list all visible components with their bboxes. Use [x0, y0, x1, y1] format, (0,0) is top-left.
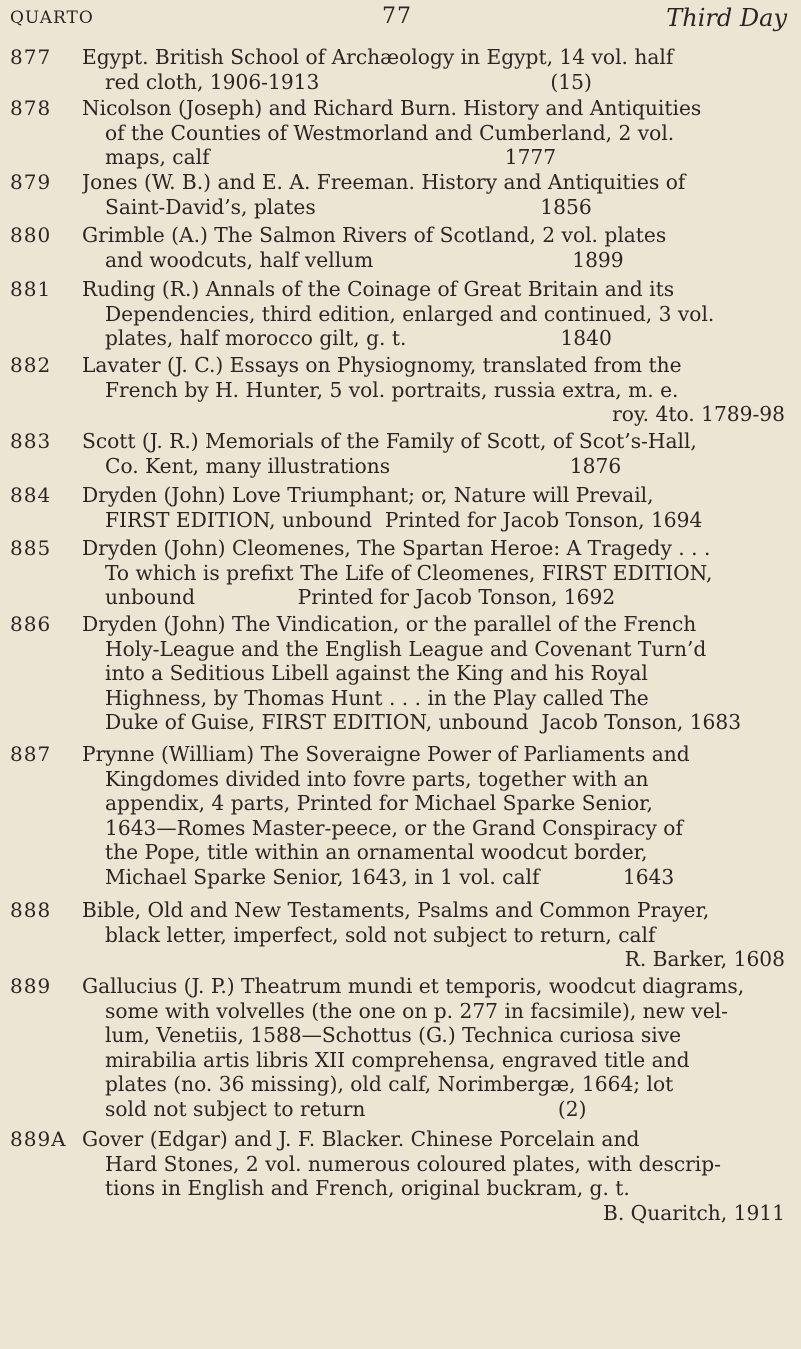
lot-number: 879: [10, 170, 52, 194]
lot-text-line: Scott (J. R.) Memorials of the Family of Scott, of Scot’s-Hall,: [82, 429, 697, 453]
lot-text-line: Jones (W. B.) and E. A. Freeman. History and Antiquities of: [82, 170, 686, 194]
lot-text-line: To which is prefixt The Life of Cleomenes, FIRST EDITION,: [105, 560, 713, 585]
lot-text-line: Bible, Old and New Testaments, Psalms and Common Prayer,: [82, 898, 710, 922]
page-number: 77: [382, 4, 412, 29]
sale-day: Third Day: [666, 4, 787, 32]
lot-text-line: appendix, 4 parts, Printed for Michael Sparke Senior,: [105, 791, 653, 816]
section-label: QUARTO: [10, 8, 94, 28]
lot-number: 877: [10, 45, 52, 69]
lot-text-line: Gover (Edgar) and J. F. Blacker. Chinese Porcelain and: [82, 1127, 640, 1151]
lot-text-line: Ruding (R.) Annals of the Coinage of Great Britain and its: [82, 277, 675, 301]
lot-text-line: red cloth, 1906-1913 (15): [105, 69, 592, 94]
lot-number: 886: [10, 612, 52, 636]
lot-text-line: unbound Printed for Jacob Tonson, 1692: [105, 585, 616, 610]
lot-text-line: of the Counties of Westmorland and Cumberland, 2 vol.: [105, 120, 675, 145]
lot-text-line: some with volvelles (the one on p. 277 in facsimile), new vel-: [105, 998, 728, 1023]
lot-text-line: Duke of Guise, FIRST EDITION, unbound Jacob Tonson, 1683: [105, 710, 742, 735]
lot-text-line: French by H. Hunter, 5 vol. portraits, russia extra, m. e.: [105, 377, 679, 402]
lot-number: 885: [10, 536, 52, 560]
lot-text-line: black letter, imperfect, sold not subject to return, calf: [105, 922, 656, 947]
lot-text-line: Saint-David’s, plates 1856: [105, 194, 592, 219]
lot-text-line: sold not subject to return (2): [105, 1096, 587, 1121]
lot-text-line: and woodcuts, half vellum 1899: [105, 247, 624, 272]
lot-text-line: plates (no. 36 missing), old calf, Norimbergæ, 1664; lot: [105, 1072, 674, 1097]
lot-text-line: Gallucius (J. P.) Theatrum mundi et temporis, woodcut diagrams,: [82, 974, 745, 998]
lot-text-line: into a Seditious Libell against the King and his Royal: [105, 661, 648, 686]
lot-text-line: FIRST EDITION, unbound Printed for Jacob Tonson, 1694: [105, 507, 703, 532]
lot-text-line: Lavater (J. C.) Essays on Physiognomy, translated from the: [82, 353, 682, 377]
lot-text-line: Kingdomes divided into fovre parts, together with an: [105, 766, 649, 791]
lot-number: 889A: [10, 1127, 67, 1151]
lot-text-line: tions in English and French, original buckram, g. t.: [105, 1176, 630, 1201]
lot-text-line: B. Quaritch, 1911: [603, 1200, 785, 1225]
lot-text-line: Prynne (William) The Soveraigne Power of Parliaments and: [82, 742, 690, 766]
lot-number: 881: [10, 277, 52, 301]
lot-text-line: Holy-League and the English League and Covenant Turn’d: [105, 636, 707, 661]
lot-number: 884: [10, 483, 52, 507]
lot-text-line: the Pope, title within an ornamental woodcut border,: [105, 840, 648, 865]
lot-text-line: Dryden (John) Love Triumphant; or, Nature will Prevail,: [82, 483, 654, 507]
lot-text-line: Co. Kent, many illustrations 1876: [105, 453, 622, 478]
lot-number: 889: [10, 974, 52, 998]
lot-text-line: Grimble (A.) The Salmon Rivers of Scotland, 2 vol. plates: [82, 223, 667, 247]
lot-text-line: roy. 4to. 1789-98: [612, 402, 785, 427]
lot-text-line: mirabilia artis libris XII comprehensa, engraved title and: [105, 1047, 690, 1072]
lot-number: 880: [10, 223, 52, 247]
lot-number: 883: [10, 429, 52, 453]
lot-text-line: Michael Sparke Senior, 1643, in 1 vol. calf 1643: [105, 864, 675, 889]
lot-text-line: Highness, by Thomas Hunt . . . in the Play called The: [105, 685, 649, 710]
lot-text-line: R. Barker, 1608: [624, 947, 785, 972]
lot-number: 882: [10, 353, 52, 377]
lot-number: 878: [10, 96, 52, 120]
lot-text-line: plates, half morocco gilt, g. t. 1840: [105, 326, 612, 351]
lot-text-line: Egypt. British School of Archæology in Egypt, 14 vol. half: [82, 45, 674, 69]
lot-text-line: Dryden (John) Cleomenes, The Spartan Heroe: A Tragedy . . .: [82, 536, 711, 560]
lot-text-line: Hard Stones, 2 vol. numerous coloured plates, with descrip-: [105, 1151, 721, 1176]
lot-text-line: Dryden (John) The Vindication, or the parallel of the French: [82, 612, 697, 636]
lot-number: 887: [10, 742, 52, 766]
page-header: [10, 4, 787, 34]
lot-text-line: 1643—Romes Master-peece, or the Grand Conspiracy of: [105, 815, 683, 840]
lot-text-line: Nicolson (Joseph) and Richard Burn. History and Antiquities: [82, 96, 702, 120]
lot-text-line: Dependencies, third edition, enlarged and continued, 3 vol.: [105, 301, 715, 326]
lot-number: 888: [10, 898, 52, 922]
lot-text-line: maps, calf 1777: [105, 145, 557, 170]
lot-text-line: lum, Venetiis, 1588—Schottus (G.) Technica curiosa sive: [105, 1023, 682, 1048]
